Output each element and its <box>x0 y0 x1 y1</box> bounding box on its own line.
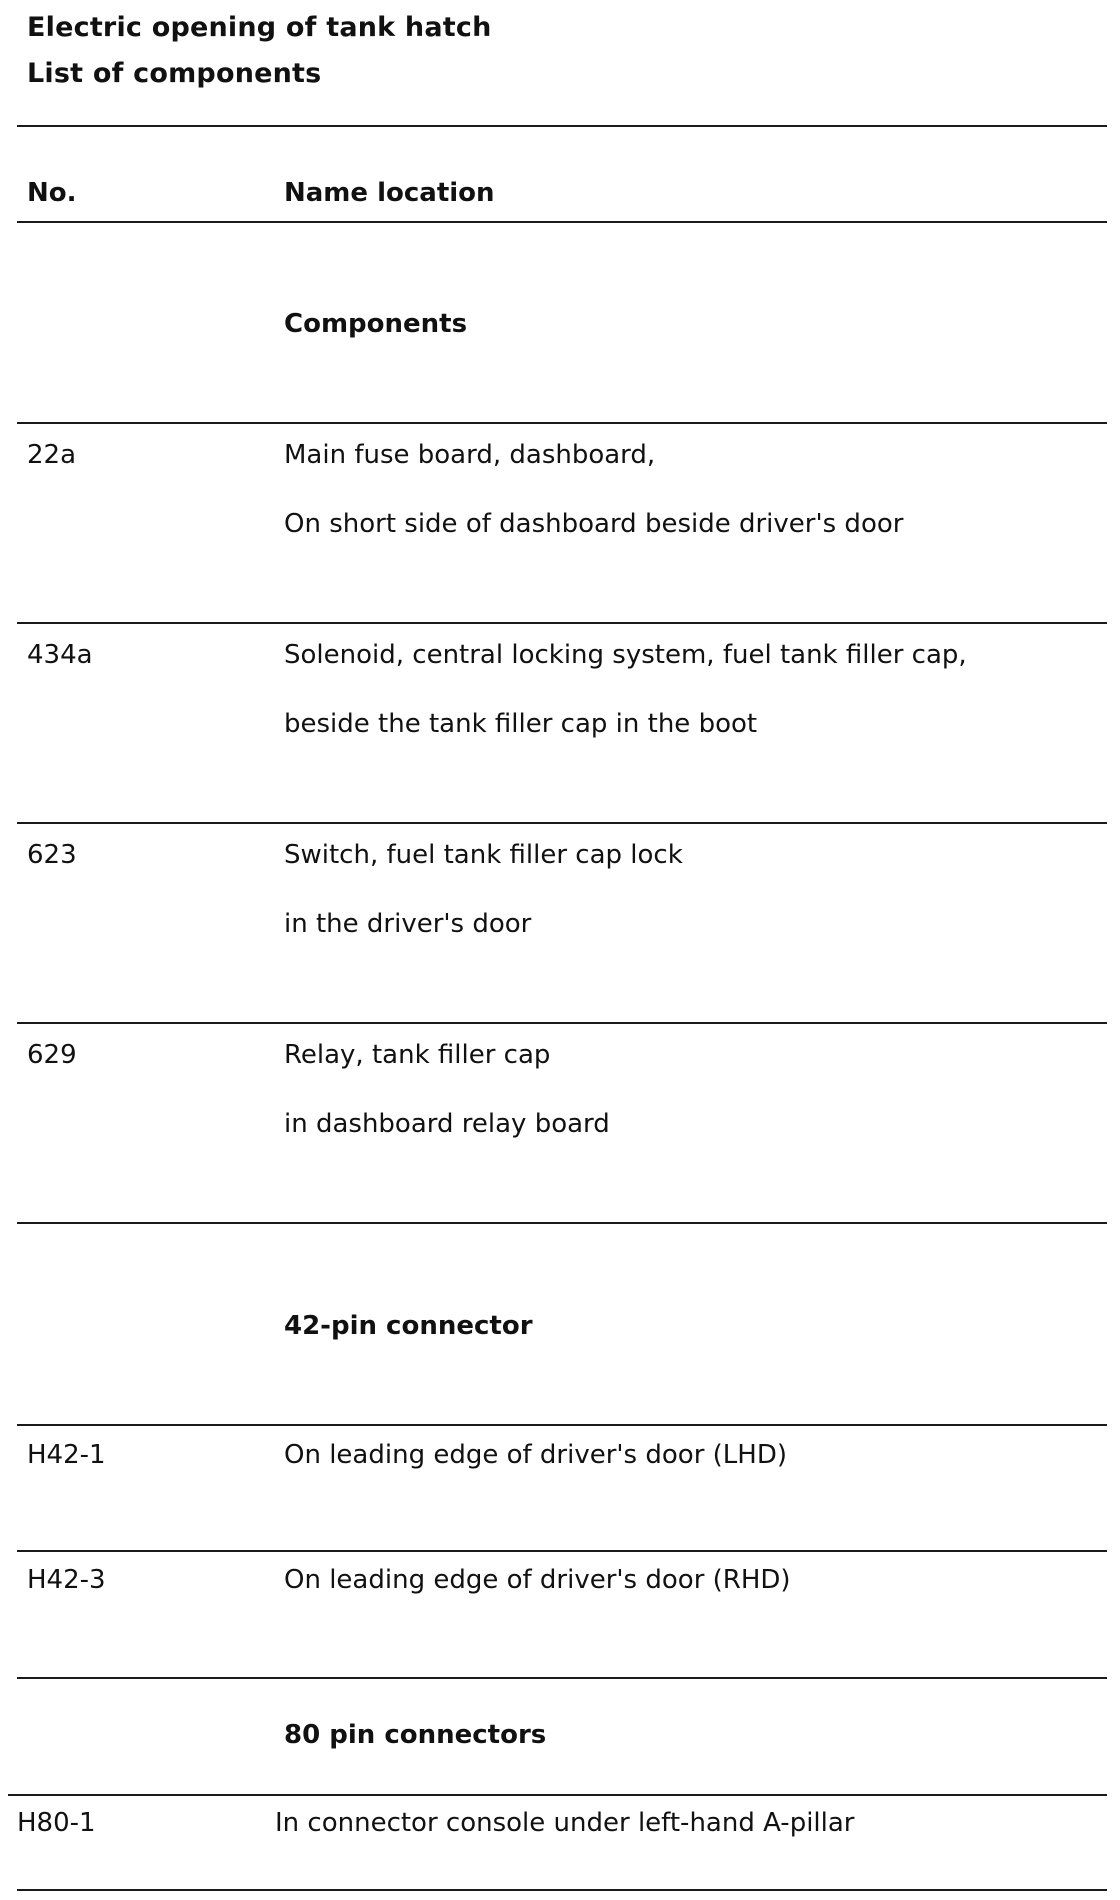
column-header-name-location: Name location <box>284 178 495 208</box>
row-number: 22a <box>27 440 77 470</box>
rule <box>17 125 1107 127</box>
rule <box>17 221 1107 223</box>
rule <box>17 622 1107 624</box>
row-name: Solenoid, central locking system, fuel tank filler cap, <box>284 640 967 670</box>
section-heading: 80 pin connectors <box>284 1720 547 1750</box>
row-number: H42-1 <box>27 1440 106 1470</box>
rule <box>17 1677 1107 1679</box>
row-number: 623 <box>27 840 77 870</box>
rule <box>17 1889 1107 1891</box>
rule <box>8 1794 1107 1796</box>
row-name: On leading edge of driver's door (LHD) <box>284 1440 787 1470</box>
rule <box>17 1550 1107 1552</box>
section-heading: 42-pin connector <box>284 1311 533 1341</box>
row-number: 629 <box>27 1040 77 1070</box>
row-number: H80-1 <box>17 1808 96 1838</box>
row-location: On short side of dashboard beside driver's door <box>284 509 904 539</box>
row-location: in the driver's door <box>284 909 532 939</box>
document-title: Electric opening of tank hatch <box>27 12 492 43</box>
rule <box>17 822 1107 824</box>
row-name: Switch, fuel tank filler cap lock <box>284 840 683 870</box>
column-header-no: No. <box>27 178 77 208</box>
rule <box>17 1022 1107 1024</box>
rule <box>17 422 1107 424</box>
row-location: beside the tank filler cap in the boot <box>284 709 758 739</box>
section-heading: Components <box>284 309 468 339</box>
row-name: Relay, tank filler cap <box>284 1040 551 1070</box>
rule <box>17 1222 1107 1224</box>
row-name: On leading edge of driver's door (RHD) <box>284 1565 791 1595</box>
document-subtitle: List of components <box>27 58 322 89</box>
row-number: 434a <box>27 640 93 670</box>
rule <box>17 1424 1107 1426</box>
row-location: in dashboard relay board <box>284 1109 610 1139</box>
row-name: Main fuse board, dashboard, <box>284 440 656 470</box>
row-number: H42-3 <box>27 1565 106 1595</box>
row-name: In connector console under left-hand A-pillar <box>275 1808 855 1838</box>
